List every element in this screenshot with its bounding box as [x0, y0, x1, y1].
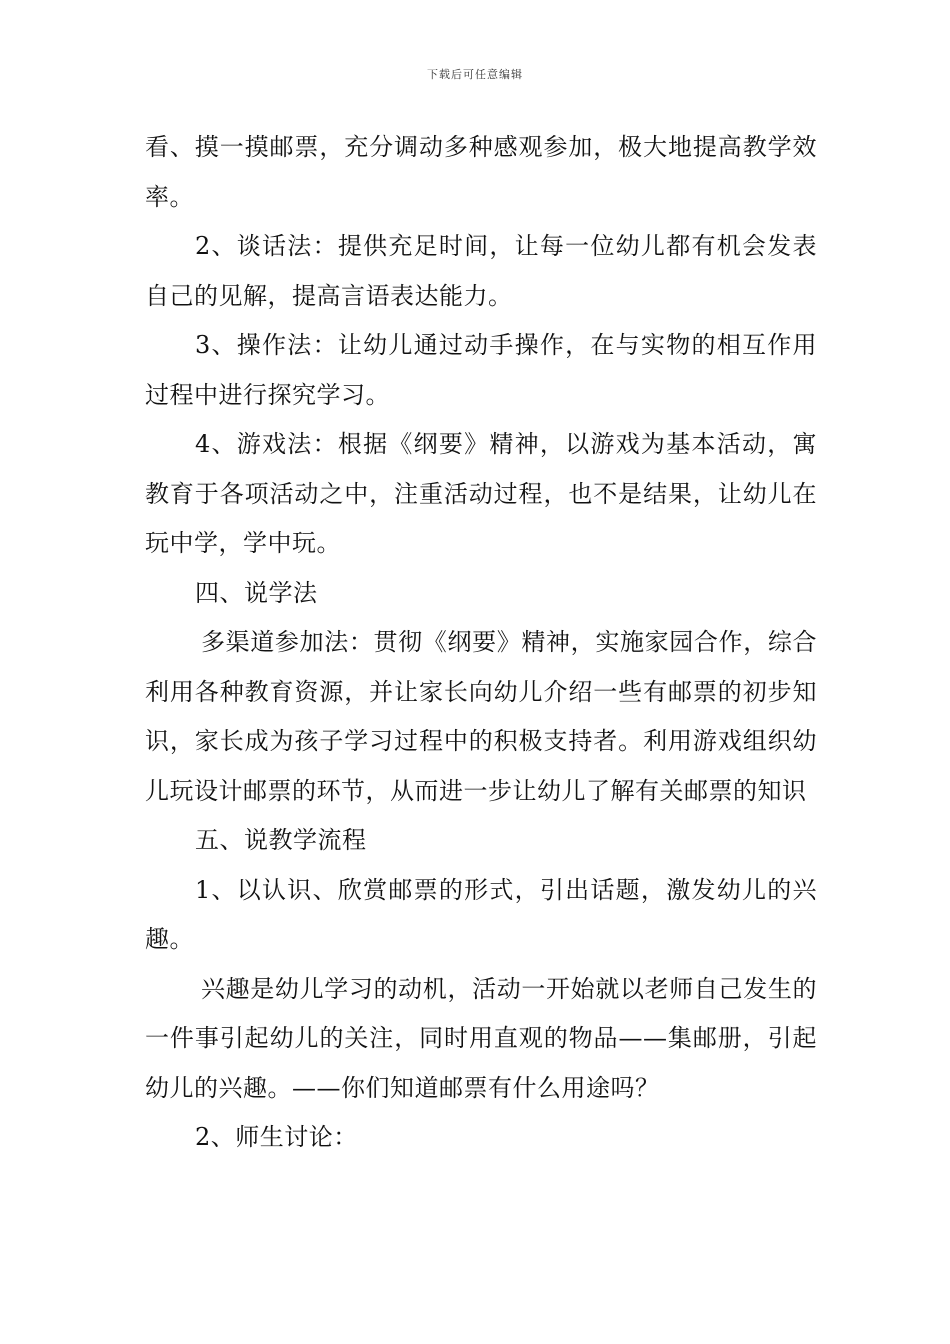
- page-header: 下载后可任意编辑: [427, 68, 523, 81]
- paragraph-step-two: 2、师生讨论：: [195, 1123, 358, 1151]
- section-heading-learning-method: 四、说学法: [195, 578, 318, 607]
- paragraph-talk-method: 2、谈话法：提供充足时间，让每一位幼儿都有机会发表自己的见解，提高言语表达能力。: [145, 232, 817, 310]
- paragraph-interest: 兴趣是幼儿学习的动机，活动一开始就以老师自己发生的一件事引起幼儿的关注，同时用直观的物品——集邮册，引起幼儿的兴趣。——你们知道邮票有什么用途吗？: [145, 974, 817, 1102]
- section-heading-teaching-process: 五、说教学流程: [195, 826, 367, 854]
- paragraph-multi-channel: 多渠道参加法：贯彻《纲要》精神，实施家园合作，综合利用各种教育资源，并让家长向幼儿介绍一些有邮票的初步知识，家长成为孩子学习过程中的积极支持者。利用游戏组织幼儿玩设计邮票的环节，从而进一步让幼儿了解有关邮票的知识: [145, 628, 817, 805]
- paragraph-continuation: 看、摸一摸邮票，充分调动多种感观参加，极大地提高教学效率。: [145, 133, 817, 211]
- paragraph-game-method: 4、游戏法：根据《纲要》精神，以游戏为基本活动，寓教育于各项活动之中，注重活动过程，也不是结果，让幼儿在玩中学，学中玩。: [145, 430, 817, 557]
- paragraph-operation-method: 3、操作法：让幼儿通过动手操作，在与实物的相互作用过程中进行探究学习。: [145, 331, 817, 409]
- paragraph-step-one: 1、以认识、欣赏邮票的形式，引出话题，激发幼儿的兴趣。: [145, 875, 817, 953]
- document-body: [145, 123, 817, 1163]
